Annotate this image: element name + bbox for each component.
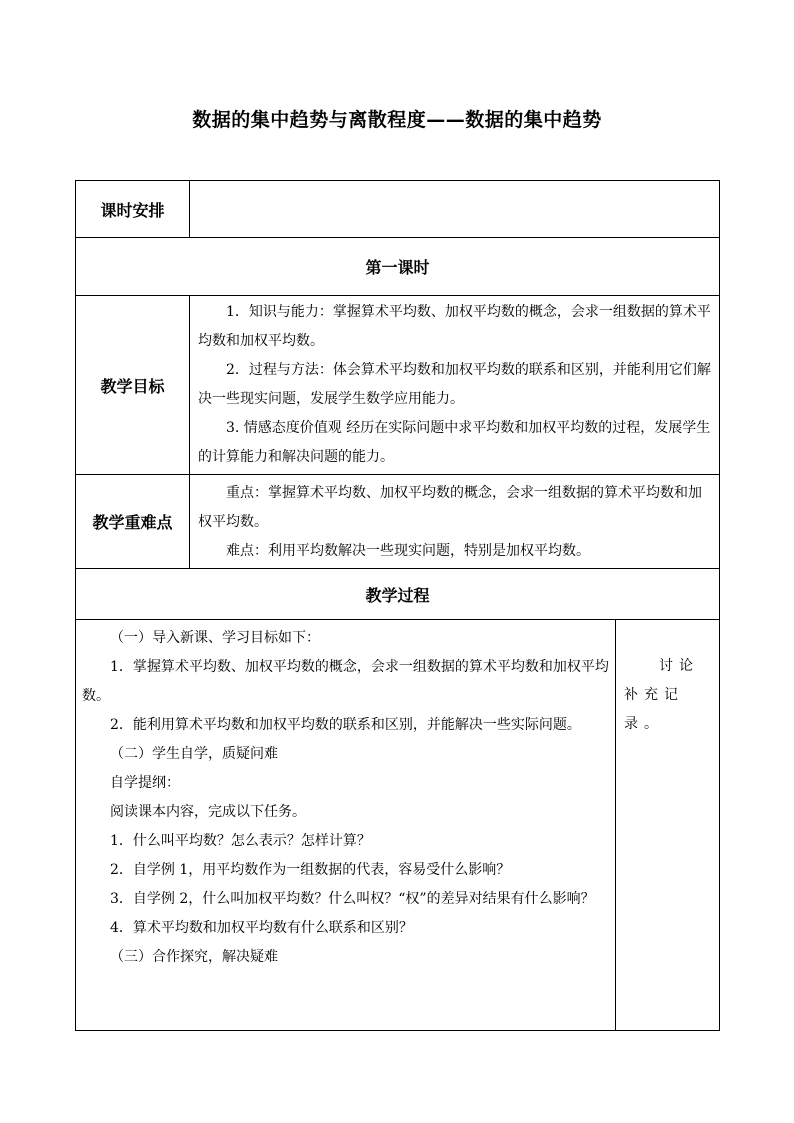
process-line: 2．能利用算术平均数和加权平均数的联系和区别，并能解决一些实际问题。	[110, 717, 581, 733]
schedule-label: 课时安排	[76, 181, 190, 238]
process-line: 1．什么叫平均数？怎么表示？怎样计算？	[110, 833, 371, 849]
notes-text: 讨论补充记录。	[624, 658, 699, 732]
process-content	[76, 620, 616, 1031]
key-points-label: 教学重难点	[76, 475, 190, 569]
schedule-value	[190, 181, 720, 238]
process-line: （一）导入新课、学习目标如下：	[110, 630, 320, 646]
objective-item: 2．过程与方法：体会算术平均数和加权平均数的联系和区别，并能利用它们解决一些现实问题，发展学生数学应用能力。	[198, 362, 711, 407]
key-point-item: 难点：利用平均数解决一些现实问题，特别是加权平均数。	[226, 543, 590, 559]
process-heading-row	[76, 569, 720, 620]
process-row	[76, 620, 720, 1031]
objectives-label: 教学目标	[76, 296, 190, 475]
process-line: 2．自学例 1，用平均数作为一组数据的代表，容易受什么影响？	[110, 862, 511, 878]
objective-item: 1．知识与能力：掌握算术平均数、加权平均数的概念，会求一组数据的算术平均数和加权平均数。	[198, 304, 711, 349]
period-heading: 第一课时	[76, 238, 720, 296]
objectives-row	[76, 296, 720, 475]
period-row	[76, 238, 720, 296]
key-points-content	[190, 475, 720, 569]
process-line: 1．掌握算术平均数、加权平均数的概念，会求一组数据的算术平均数和加权平均数。	[82, 659, 609, 704]
notes-column	[616, 620, 720, 1031]
lesson-plan-table	[75, 180, 720, 1031]
process-line: （二）学生自学，质疑问难	[110, 746, 278, 762]
document-title: 数据的集中趋势与离散程度——数据的集中趋势	[192, 109, 602, 131]
process-heading: 教学过程	[76, 569, 720, 620]
key-points-row	[76, 475, 720, 569]
process-line: 4．算术平均数和加权平均数有什么联系和区别？	[110, 920, 413, 936]
process-line: （三）合作探究，解决疑难	[110, 949, 278, 965]
process-line: 3．自学例 2，什么叫加权平均数？什么叫权？“权”的差异对结果有什么影响？	[110, 891, 595, 907]
objective-item: 3. 情感态度价值观 经历在实际问题中求平均数和加权平均数的过程，发展学生的计算能力和解决问题的能力。	[198, 420, 711, 465]
objectives-content	[190, 296, 720, 475]
process-line: 自学提纲：	[110, 775, 180, 791]
process-line: 阅读课本内容，完成以下任务。	[110, 804, 306, 820]
key-point-item: 重点：掌握算术平均数、加权平均数的概念，会求一组数据的算术平均数和加权平均数。	[198, 485, 702, 530]
schedule-row	[76, 181, 720, 238]
